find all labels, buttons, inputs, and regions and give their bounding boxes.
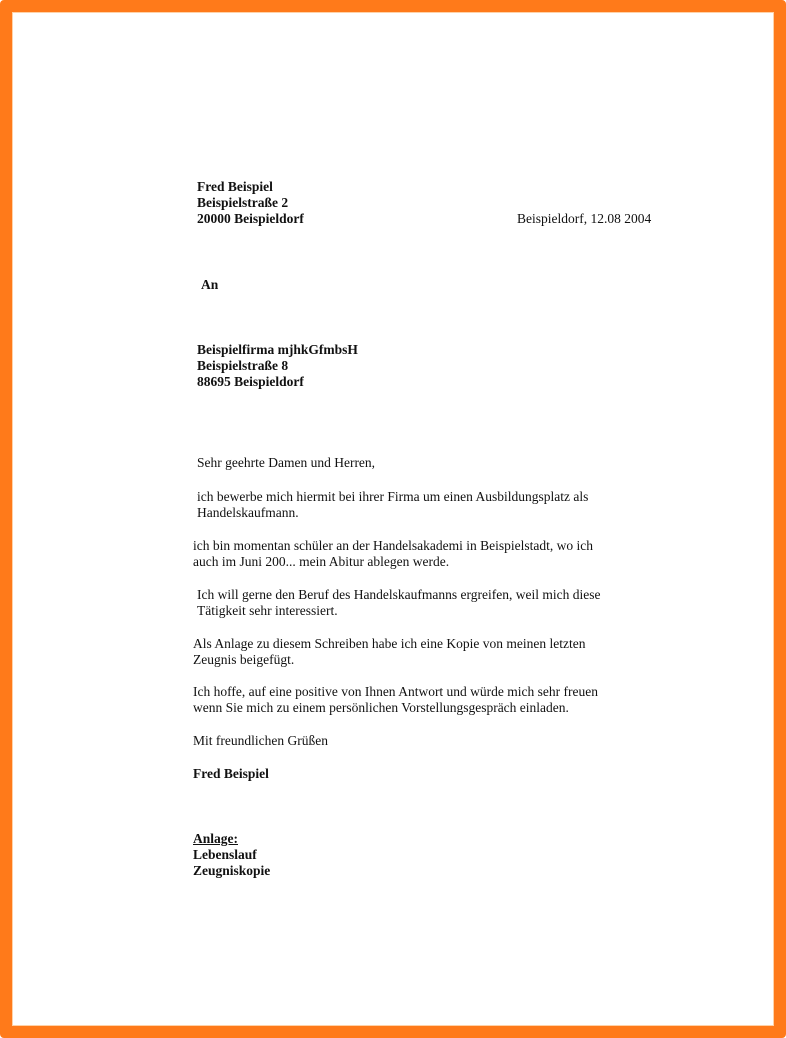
body-paragraph-4 xyxy=(193,636,586,668)
body-paragraph-3 xyxy=(197,587,600,619)
enclosure-item: Zeugniskopie xyxy=(193,863,271,878)
sender-name: Fred Beispiel xyxy=(197,179,273,194)
paragraph-line: Tätigkeit sehr interessiert. xyxy=(197,603,338,618)
paragraph-line: ich bewerbe mich hiermit bei ihrer Firma um einen Ausbildungsplatz als xyxy=(197,489,589,504)
paragraph-line: ich bin momentan schüler an der Handelsakademi in Beispielstadt, wo ich xyxy=(193,538,594,553)
enclosures-heading: Anlage: xyxy=(193,831,238,846)
signature-name: Fred Beispiel xyxy=(193,766,269,781)
recipient-street: Beispielstraße 8 xyxy=(197,358,289,373)
paragraph-line: Zeugnis beigefügt. xyxy=(193,652,295,667)
paragraph-line: Ich hoffe, auf eine positive von Ihnen Antwort und würde mich sehr freuen xyxy=(193,684,599,699)
salutation: Sehr geehrte Damen und Herren, xyxy=(197,455,376,470)
paragraph-line: auch im Juni 200... mein Abitur ablegen werde. xyxy=(193,554,450,569)
sender-address xyxy=(197,179,304,227)
enclosure-item: Lebenslauf xyxy=(193,847,257,862)
to-label: An xyxy=(201,277,219,292)
closing: Mit freundlichen Grüßen xyxy=(193,733,328,748)
sender-city: 20000 Beispieldorf xyxy=(197,211,304,226)
recipient-city: 88695 Beispieldorf xyxy=(197,374,304,389)
recipient-company: Beispielfirma mjhkGfmbsH xyxy=(197,342,358,357)
sender-street: Beispielstraße 2 xyxy=(197,195,289,210)
enclosures xyxy=(193,831,270,879)
body-paragraph-5 xyxy=(193,684,598,716)
paragraph-line: Ich will gerne den Beruf des Handelskaufmanns ergreifen, weil mich diese xyxy=(197,587,601,602)
body-paragraph-1 xyxy=(197,489,588,521)
paragraph-line: wenn Sie mich zu einem persönlichen Vorstellungsgespräch einladen. xyxy=(193,700,569,715)
paragraph-line: Als Anlage zu diesem Schreiben habe ich eine Kopie von meinen letzten xyxy=(193,636,586,651)
paragraph-line: Handelskaufmann. xyxy=(197,505,299,520)
recipient-address xyxy=(197,342,358,390)
body-paragraph-2 xyxy=(193,538,593,570)
letter-date: Beispieldorf, 12.08 2004 xyxy=(517,211,652,226)
